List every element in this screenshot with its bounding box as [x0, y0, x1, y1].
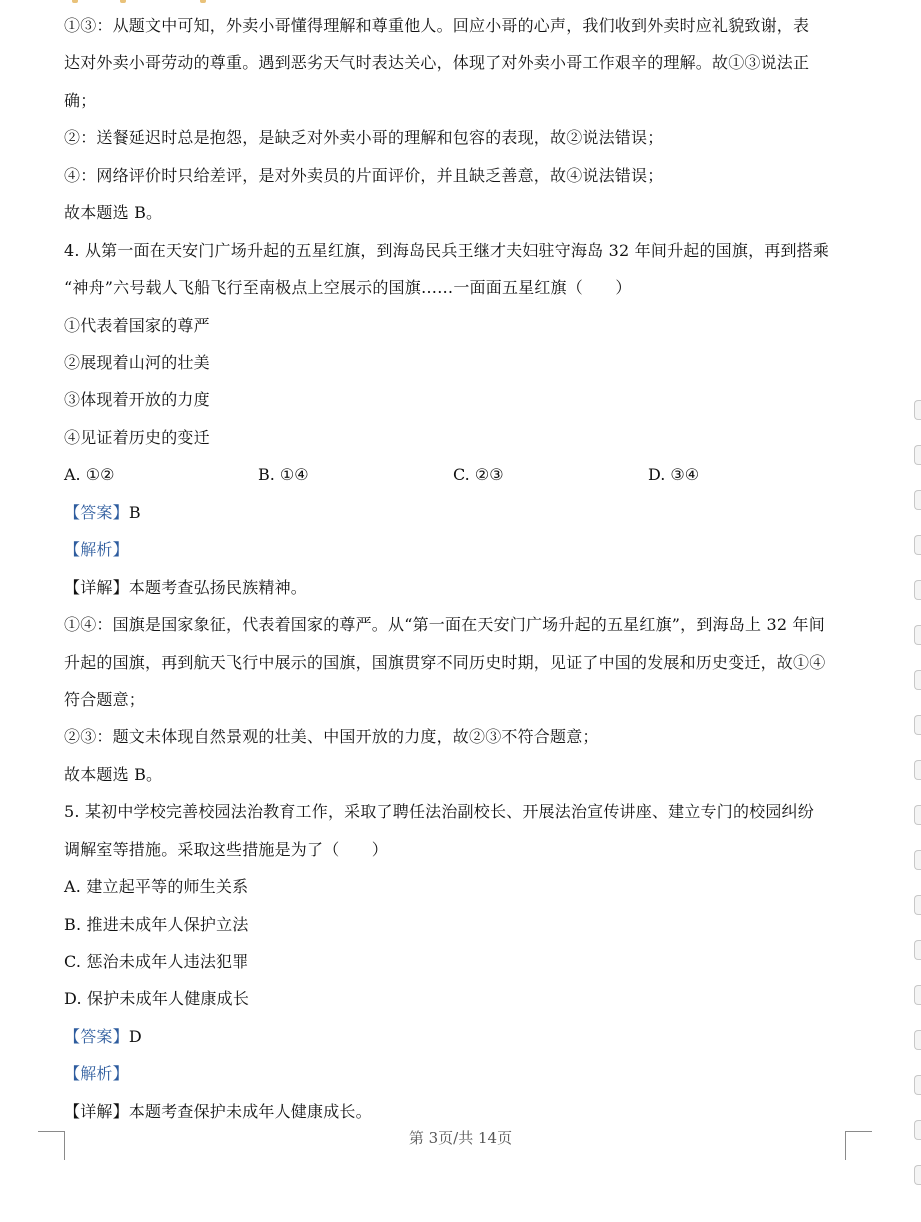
option-c: C. 惩治未成年人违法犯罪	[64, 952, 249, 971]
page-edge-tab	[914, 535, 921, 555]
question-5-stem: 调解室等措施。采取这些措施是为了（ ）	[64, 840, 389, 859]
page-edge-tab	[914, 850, 921, 870]
page-edge-tab	[914, 445, 921, 465]
page-edge-tab	[914, 670, 921, 690]
page-edge-tab	[914, 895, 921, 915]
page-edge-tab	[914, 1030, 921, 1050]
explanation-line: ②③：题文未体现自然景观的壮美、中国开放的力度，故②③不符合题意；	[64, 727, 599, 746]
analysis-tag: 【解析】	[64, 540, 129, 559]
statement-item: ④见证着历史的变迁	[64, 428, 210, 447]
explanation-line: ④：网络评价时只给差评，是对外卖员的片面评价，并且缺乏善意，故④说法错误；	[64, 166, 664, 185]
top-edge-mark	[72, 0, 78, 3]
answer-tag: 【答案】	[64, 1027, 129, 1046]
top-edge-mark	[200, 0, 206, 3]
page-edge-tab	[914, 580, 921, 600]
explanation-line: 符合题意；	[64, 690, 146, 709]
explanation-line: ①③：从题文中可知，外卖小哥懂得理解和尊重他人。回应小哥的心声，我们收到外卖时应礼貌致谢，表	[64, 16, 810, 35]
page-footer: 第 3页/共 14页	[408, 1129, 513, 1147]
statement-item: ③体现着开放的力度	[64, 390, 210, 409]
option-a: A. ①②	[64, 465, 115, 484]
page-edge-tab	[914, 1120, 921, 1140]
crop-mark	[845, 1131, 872, 1160]
explanation-line: 升起的国旗，再到航天飞行中展示的国旗，国旗贯穿不同历史时期，见证了中国的发展和历史变迁，故①④	[64, 653, 826, 672]
explanation-line: ①④：国旗是国家象征，代表着国家的尊严。从“第一面在天安门广场升起的五星红旗”，到海岛上 32 年间	[64, 615, 825, 634]
statement-item: ②展现着山河的壮美	[64, 353, 210, 372]
page-edge-tab	[914, 490, 921, 510]
page-edge-tab	[914, 940, 921, 960]
page-edge-tab	[914, 985, 921, 1005]
option-b: B. ①④	[258, 465, 309, 484]
detail-line: 【详解】本题考查保护未成年人健康成长。	[64, 1102, 372, 1121]
explanation-line: 确；	[64, 91, 97, 110]
page-edge-tab	[914, 400, 921, 420]
conclusion-line: 故本题选 B。	[64, 765, 163, 784]
page-edge-tab	[914, 1075, 921, 1095]
question-4-stem: “神舟”六号载人飞船飞行至南极点上空展示的国旗……一面面五星红旗（ ）	[64, 278, 632, 297]
crop-mark	[38, 1131, 65, 1160]
explanation-line: 达对外卖小哥劳动的尊重。遇到恶劣天气时表达关心，体现了对外卖小哥工作艰辛的理解。故①③说法正	[64, 53, 810, 72]
question-5-stem: 5. 某初中学校完善校园法治教育工作，采取了聘任法治副校长、开展法治宣传讲座、建立专门的校园纠纷	[64, 802, 814, 821]
explanation-line: ②：送餐延迟时总是抱怨，是缺乏对外卖小哥的理解和包容的表现，故②说法错误；	[64, 128, 664, 147]
option-b: B. 推进未成年人保护立法	[64, 915, 249, 934]
page-edge-tab	[914, 1165, 921, 1185]
answer-value: D	[128, 1027, 142, 1046]
answer-value: B	[128, 503, 141, 522]
page-edge-tab	[914, 760, 921, 780]
answer-line	[64, 503, 141, 523]
page-edge-tab	[914, 805, 921, 825]
conclusion-line: 故本题选 B。	[64, 203, 163, 222]
top-edge-mark	[120, 0, 126, 3]
detail-line: 【详解】本题考查弘扬民族精神。	[64, 578, 308, 597]
question-4-stem: 4. 从第一面在天安门广场升起的五星红旗，到海岛民兵王继才夫妇驻守海岛 32 年间升起的国旗，再到搭乘	[64, 241, 830, 260]
answer-line	[64, 1027, 142, 1047]
option-d: D. ③④	[648, 465, 700, 484]
option-c: C. ②③	[453, 465, 504, 484]
option-d: D. 保护未成年人健康成长	[64, 989, 250, 1008]
answer-tag: 【答案】	[64, 503, 129, 522]
analysis-tag: 【解析】	[64, 1064, 129, 1083]
statement-item: ①代表着国家的尊严	[64, 316, 210, 335]
page-edge-tab	[914, 625, 921, 645]
page-edge-tab	[914, 715, 921, 735]
option-a: A. 建立起平等的师生关系	[64, 877, 249, 896]
